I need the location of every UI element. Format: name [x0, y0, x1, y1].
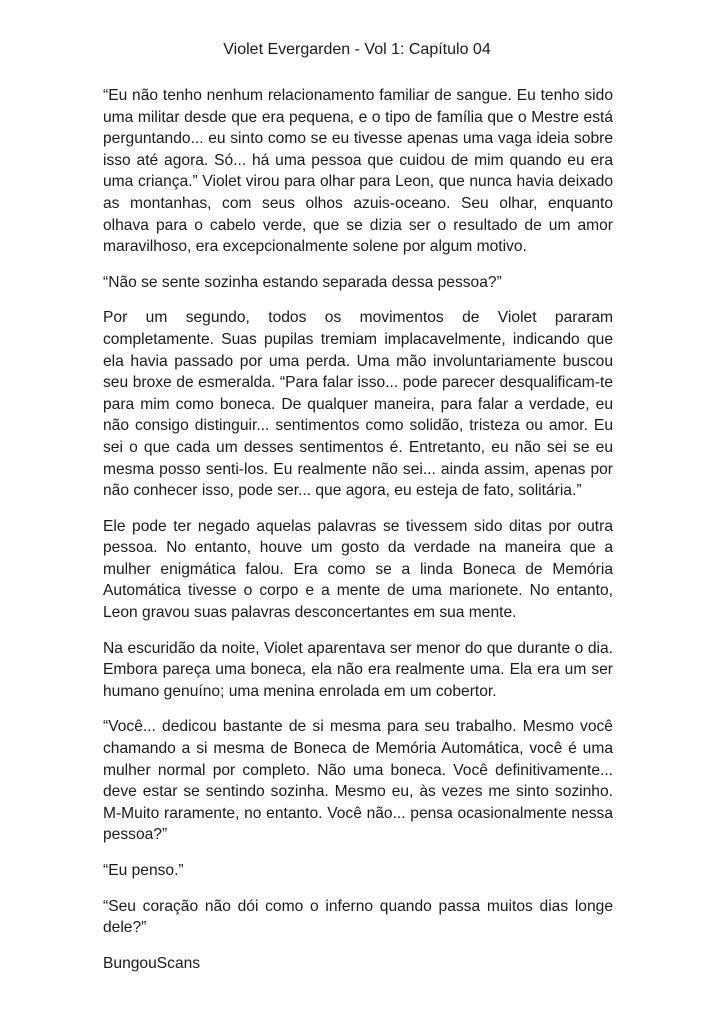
- paragraph: Na escuridão da noite, Violet aparentava ser menor do que durante o dia. Embora pareça uma boneca, ela não era realmente uma. Ela era um ser humano genuíno; uma menina enrolada em um cobertor.: [103, 639, 613, 700]
- paragraph: “Não se sente sozinha estando separada dessa pessoa?”: [103, 273, 502, 291]
- page-header: Violet Evergarden - Vol 1: Capítulo 04: [223, 41, 491, 58]
- paragraph: “Você... dedicou bastante de si mesma para seu trabalho. Mesmo você chamando a si mesma de Boneca de Memória Automática, você é uma mulher normal por completo. Não uma boneca. Você definitivamente... deve estar se sentindo sozinha. Mesmo eu, às vezes me sinto sozinho. M-Muito raramente, no entanto. Você não... pensa ocasionalmente nessa pessoa?”: [103, 718, 613, 844]
- paragraph: Ele pode ter negado aquelas palavras se tivessem sido ditas por outra pessoa. No entanto, houve um gosto da verdade na maneira que a mulher enigmática falou. Era como se a linda Boneca de Memória Automática tivesse o corpo e a mente de uma marionete. No entanto, Leon gravou suas palavras desconcertantes em sua mente.: [103, 517, 613, 622]
- signature: BungouScans: [103, 954, 201, 972]
- paragraph: “Seu coração não dói como o inferno quando passa muitos dias longe dele?”: [103, 897, 613, 937]
- document-body: [103, 85, 613, 988]
- paragraph: Por um segundo, todos os movimentos de Violet pararam completamente. Suas pupilas tremiam implacavelmente, indicando que ela havia passado por uma perda. Uma mão involuntariamente buscou seu broxe de esmeralda. “Para falar isso... pode parecer desqualificam-te para mim como boneca. De qualquer maneira, para falar a verdade, eu não consigo distinguir... sentimentos como solidão, tristeza ou amor. Eu sei o que cada um desses sentimentos é. Entretanto, eu não sei se eu mesma posso senti-los. Eu realmente não sei... ainda assim, apenas por não conhecer isso, pode ser... que agora, eu esteja de fato, solitária.”: [103, 309, 613, 500]
- paragraph: “Eu não tenho nenhum relacionamento familiar de sangue. Eu tenho sido uma militar desde que era pequena, e o tipo de família que o Mestre está perguntando... eu sinto como se eu tivesse apenas uma vaga ideia sobre isso até agora. Só... há uma pessoa que cuidou de mim quando eu era uma criança.” Violet virou para olhar para Leon, que nunca havia deixado as montanhas, com seus olhos azuis-oceano. Seu olhar, enquanto olhava para o cabelo verde, que se dizia ser o resultado de um amor maravilhoso, era excepcionalmente solene por algum motivo.: [103, 87, 613, 256]
- paragraph: “Eu penso.”: [103, 862, 184, 879]
